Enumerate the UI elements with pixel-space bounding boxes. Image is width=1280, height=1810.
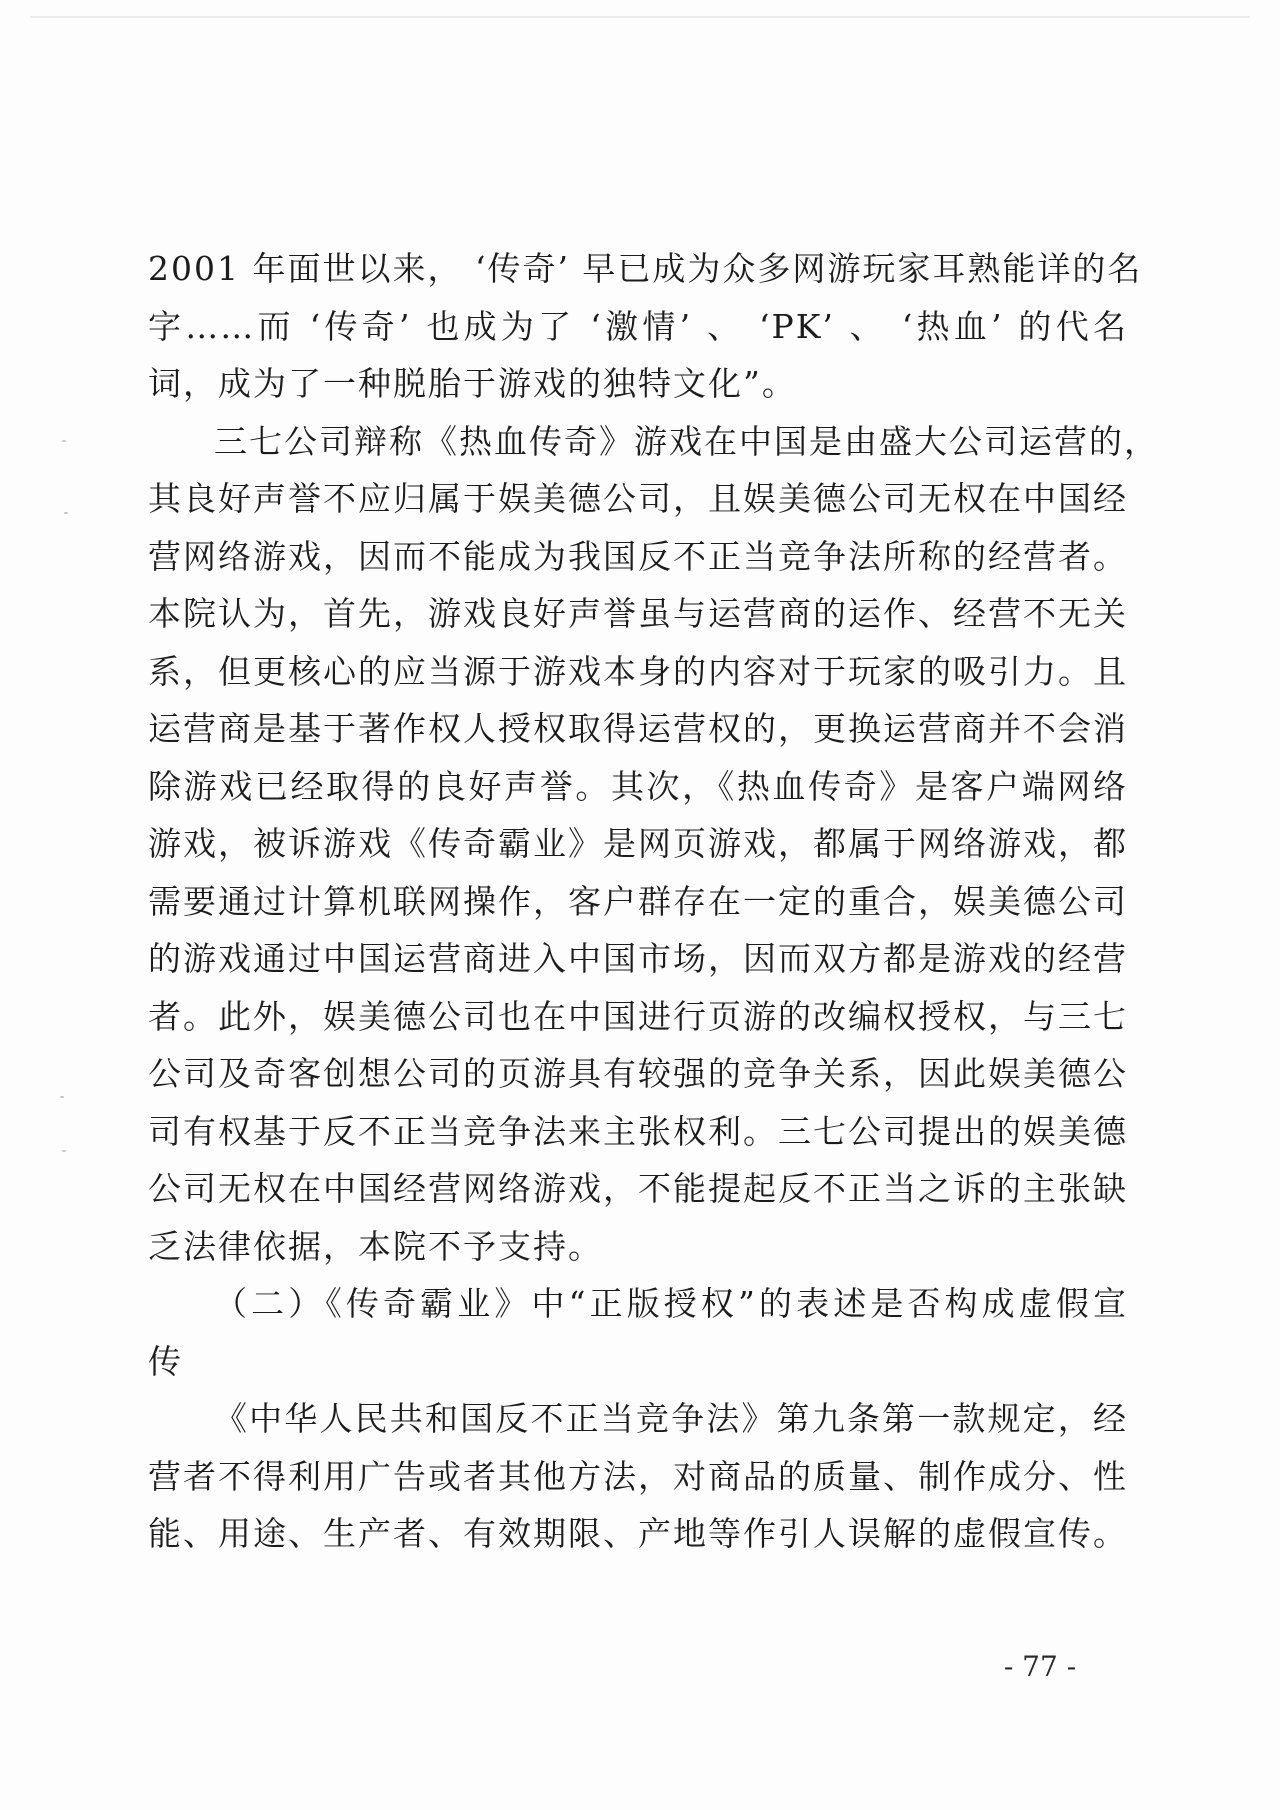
text-line: 字……而 ‘传奇’ 也成为了 ‘激情’ 、 ‘PK’ 、 ‘热血’ 的代名 [148, 306, 1128, 346]
text-line: 本院认为，首先，游戏良好声誉虽与运营商的运作、经营不无关 [148, 594, 1128, 633]
text-line: 需要通过计算机联网操作，客户群存在一定的重合，娱美德公司 [148, 881, 1128, 921]
text-line: 司有权基于反不正当竞争法来主张权利。三七公司提出的娱美德 [148, 1111, 1128, 1151]
text-line: 《中华人民共和国反不正当竞争法》第九条第一款规定，经 [214, 1399, 1128, 1438]
text-line: 者。此外，娱美德公司也在中国进行页游的改编权授权，与三七 [148, 996, 1128, 1036]
body-text [148, 240, 1159, 1563]
scan-speck [64, 512, 68, 514]
text-line: 运营商是基于著作权人授权取得运营权的，更换运营商并不会消 [148, 709, 1128, 748]
text-line: 其良好声誉不应归属于娱美德公司，且娱美德公司无权在中国经 [148, 479, 1128, 518]
section-heading: （二）《传奇霸业》中“正版授权”的表述是否构成虚假宣 [214, 1284, 1128, 1323]
section-heading-continued: 传 [148, 1341, 183, 1381]
scan-edge-line [30, 16, 1250, 18]
scan-speck [62, 440, 66, 442]
scan-speck [62, 1150, 66, 1152]
text-line: 系，但更核心的应当源于游戏本身的内容对于玩家的吸引力。且 [148, 651, 1128, 691]
text-line: 游戏，被诉游戏《传奇霸业》是网页游戏，都属于网络游戏，都 [148, 824, 1128, 863]
text-line: 除游戏已经取得的良好声誉。其次，《热血传奇》是客户端网络 [148, 766, 1128, 806]
text-line: 营网络游戏，因而不能成为我国反不正当竞争法所称的经营者。 [148, 536, 1128, 576]
text-line: 2001 年面世以来， ‘传奇’ 早已成为众多网游玩家耳熟能详的名 [148, 249, 1143, 288]
text-line: 公司无权在中国经营网络游戏，不能提起反不正当之诉的主张缺 [148, 1169, 1128, 1208]
text-line: 的游戏通过中国运营商进入中国市场，因而双方都是游戏的经营 [148, 939, 1128, 978]
scan-speck [60, 1096, 64, 1098]
text-line: 词，成为了一种脱胎于游戏的独特文化”。 [148, 364, 797, 403]
text-line: 公司及奇客创想公司的页游具有较强的竞争关系，因此娱美德公 [148, 1054, 1128, 1093]
text-line: 三七公司辩称《热血传奇》游戏在中国是由盛大公司运营的， [214, 421, 1159, 461]
text-line: 营者不得利用广告或者其他方法，对商品的质量、制作成分、性 [148, 1456, 1128, 1496]
text-line: 乏法律依据，本院不予支持。 [148, 1226, 603, 1266]
page-number: - 77 - [1003, 1650, 1077, 1683]
text-line: 能、用途、生产者、有效期限、产地等作引人误解的虚假宣传。 [148, 1514, 1128, 1553]
